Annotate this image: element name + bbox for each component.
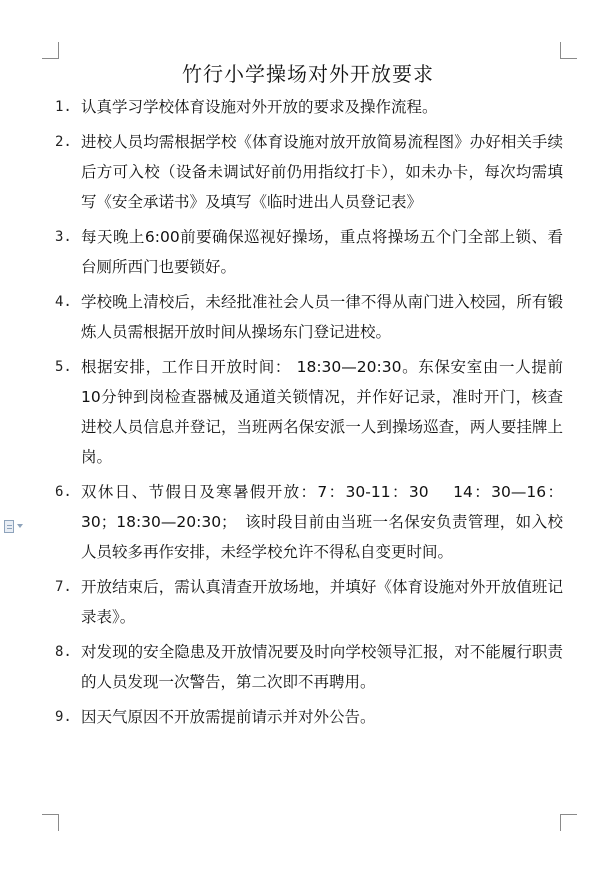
list-item-number: 9. [55,709,72,725]
list-item-text: 对发现的安全隐患及开放情况要及时向学校领导汇报，对不能履行职责的人员发现一次警告，第二次即不再聘用。 [81,643,563,691]
list-item-number: 4. [55,294,72,310]
list-item-number: 1. [55,99,72,115]
list-item [55,352,563,472]
list-item-text: 学校晚上清校后，未经批准社会人员一律不得从南门进入校园，所有锻炼人员需根据开放时间从操场东门登记进校。 [81,293,563,341]
list-item-text: 进校人员均需根据学校《体育设施对放开放简易流程图》办好相关手续后方可入校（设备未调试好前仍用指纹打卡），如未办卡，每次均需填写《安全承诺书》及填写《临时进出人员登记表》 [81,133,563,211]
list-item-number: 5. [55,359,72,375]
list-item-number: 7. [55,579,72,595]
list-item-text: 开放结束后，需认真清查开放场地，并填好《体育设施对外开放值班记录表》。 [81,578,563,626]
list-item [55,287,563,347]
list-item-text: 每天晚上6:00前要确保巡视好操场，重点将操场五个门全部上锁、看台厕所西门也要锁好。 [81,228,563,276]
chevron-down-icon [17,524,23,528]
list-item-number: 6. [55,484,72,500]
crop-mark-top-left [42,42,59,59]
list-item-text: 认真学习学校体育设施对外开放的要求及操作流程。 [81,98,438,116]
list-item [55,572,563,632]
list-item [55,222,563,282]
document-title: 竹行小学操场对外开放要求 [182,62,434,86]
list-item [55,477,563,567]
list-item [55,127,563,217]
list-item [55,637,563,697]
requirements-list [55,92,563,737]
list-item-number: 2. [55,134,72,150]
list-item-number: 8. [55,644,72,660]
crop-mark-bottom-left [42,814,59,831]
list-item-text: 根据安排，工作日开放时间： 18:30—20:30。东保安室由一人提前10分钟到岗检查器械及通道关锁情况，并作好记录，准时开门，核查进校人员信息并登记，当班两名保安派一人到操场巡查，两人要挂牌上岗。 [81,358,563,466]
list-item-number: 3. [55,229,72,245]
list-item-text: 因天气原因不开放需提前请示并对外公告。 [81,708,376,726]
list-item [55,702,563,732]
crop-mark-top-right [560,42,577,59]
list-item [55,92,563,122]
document-options-icon[interactable] [4,518,30,534]
list-item-text: 双休日、节假日及寒暑假开放：7：30-11：30 14：30—16：30；18:30—20:30； 该时段目前由当班一名保安负责管理，如入校人员较多再作安排，未经学校允许不得私自变更时间。 [81,483,563,561]
document-icon [4,520,14,533]
crop-mark-bottom-right [560,814,577,831]
